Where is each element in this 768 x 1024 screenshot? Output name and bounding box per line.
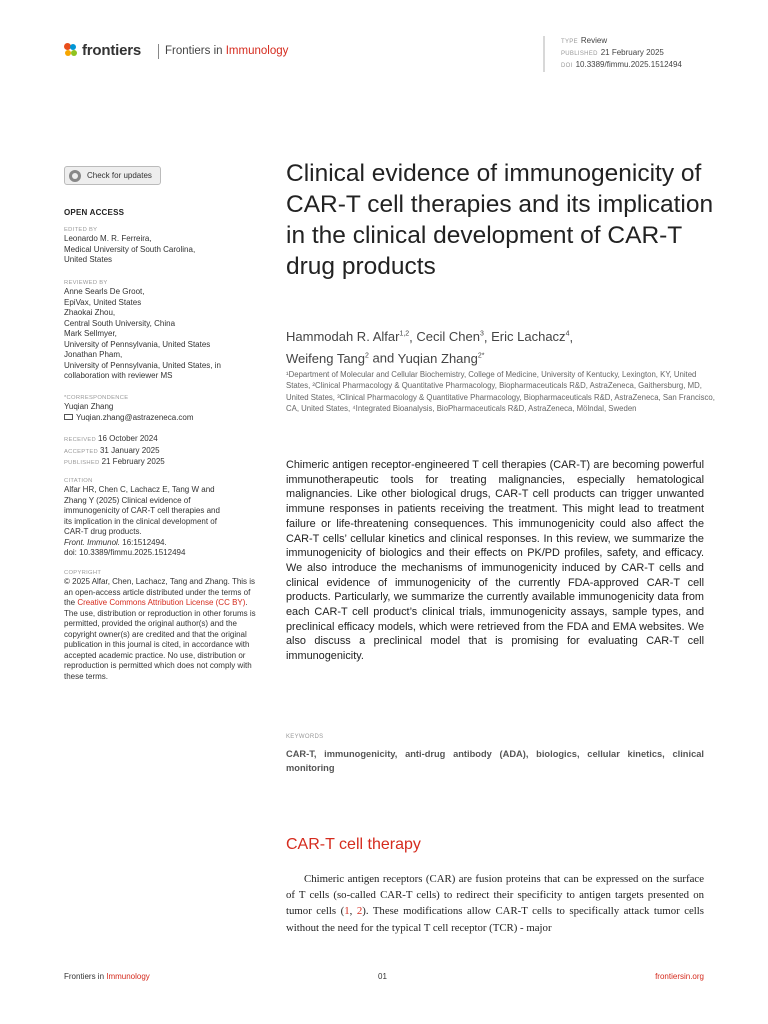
author[interactable]: Yuqian Zhang$^{2*}$ xyxy=(397,350,485,366)
refresh-icon xyxy=(69,170,81,182)
reviewed-by: REVIEWED BY Anne Searls De Groot, EpiVax, United States Zhaokai Zhou, Central South University, China Mark Sellmyer, University of Pennsylvania, United States Jonathan Pham, University of Pennsylvania, United States, in collaboration with reviewer MS xyxy=(64,280,221,380)
author-list: Hammodah R. Alfar$^{1,2}$, Cecil Chen$^3$, Eric Lachacz$^4$, Weifeng Tang$^2$ and Yuqian Zhang$^{2*}$ xyxy=(286,329,574,366)
page-number: 01 xyxy=(378,972,387,981)
author[interactable]: Weifeng Tang$^2$ xyxy=(286,350,369,366)
author[interactable]: Eric Lachacz$^4$ xyxy=(491,329,570,345)
article-type: TYPE Review xyxy=(561,36,608,45)
header-divider xyxy=(158,44,159,59)
body-paragraph: Chimeric antigen receptors (CAR) are fusion proteins that can be expressed on the surface of T cells (so-called CAR-T cells) to redirect their specificity to antigen targets presented on tumor cells (1, 2). These modifications allow CAR-T cells to specifically attack tumor cells without the need for the typical T cell receptor (TCR) - major xyxy=(286,873,704,934)
open-access-label: OPEN ACCESS xyxy=(64,208,125,217)
correspondence: *CORRESPONDENCE Yuqian Zhang Yuqian.zhang@astrazeneca.com xyxy=(64,394,254,423)
author[interactable]: Hammodah R. Alfar$^{1,2}$ xyxy=(286,329,410,345)
section-heading: CAR-T cell therapy xyxy=(286,836,421,853)
affiliations: ¹Department of Molecular and Cellular Biochemistry, College of Medicine, University of Kentucky, Lexington, KY, United States, ²Clinical Pharmacology & Quantitative Pharmacology, Biopharmaceuticals R&D, AstraZeneca, Gaithersburg, MD, United States, ³Clinical Pharmacology & Quantitative Pharmacology, Biopharmaceuticals R&D, AstraZeneca, San Francisco, CA, United States, ⁴Integrated Bioanalysis, BioPharmaceuticals R&D, AstraZeneca, Mölndal, Sweden xyxy=(286,370,715,414)
footer-site-link[interactable]: frontiersin.org xyxy=(655,972,704,981)
copyright: COPYRIGHT © 2025 Alfar, Chen, Lachacz, Tang and Zhang. This is an open-access article distributed under the terms of the Creative Commons Attribution License (CC BY). The use, distribution or reproduction in other forums is permitted, provided the original author(s) and the copyright owner(s) are credited and that the original publication in this journal is cited, in accordance with accepted academic practice. No use, distribution or reproduction is permitted which does not comply with these terms. xyxy=(64,570,256,681)
published-date: PUBLISHED 21 February 2025 xyxy=(561,48,664,57)
frontiers-logo-icon xyxy=(64,43,78,59)
frontiers-wordmark: frontiers xyxy=(82,42,142,59)
meta-divider xyxy=(543,36,545,72)
article-title: Clinical evidence of immunogenicity of CAR-T cell therapies and its implication in the clinical development of CAR-T drug products xyxy=(286,160,714,280)
envelope-icon xyxy=(64,414,73,420)
dates: RECEIVED 16 October 2024 ACCEPTED 31 January 2025 PUBLISHED 21 February 2025 xyxy=(64,434,165,466)
cc-by-license-link[interactable]: Creative Commons Attribution License (CC BY) xyxy=(77,598,246,607)
doi[interactable]: DOI 10.3389/fimmu.2025.1512494 xyxy=(561,60,682,69)
keywords-label: KEYWORDS xyxy=(286,734,324,740)
frontiers-logo[interactable] xyxy=(64,42,141,59)
reference-link[interactable]: 1 xyxy=(344,905,350,918)
citation: CITATION Alfar HR, Chen C, Lachacz E, Tang W and Zhang Y (2025) Clinical evidence of immunogenicity of CAR-T cell therapies and its implication in the clinical development of CAR-T drug products. Front. Immunol. 16:1512494. doi: 10.3389/fimmu.2025.1512494 xyxy=(64,478,220,557)
author[interactable]: Cecil Chen$^3$ xyxy=(416,329,484,345)
edited-by: EDITED BY Leonardo M. R. Ferreira, Medical University of South Carolina, United States xyxy=(64,227,196,264)
abstract: Chimeric antigen receptor-engineered T cell therapies (CAR-T) are becoming powerful immunotherapeutic tools for treating malignancies, especially hematological malignancies. Like other biological drugs, CAR-T cell products can trigger unwanted immune responses in patients receiving the treatment. This might lead to treatment failure or life-threatening consequences. This immunogenicity could also affect the CAR-T cells’ cellular kinetics and clinical responses. In this review, we summarize the immunogenicity of biologics and their effects on PK/PD profiles, safety, and efficacy. We also introduce the mechanisms of immunogenicity induced by CAR-T cells and clinical evidence of immunogenicity of the currently FDA-approved CAR-T cell products. Particularly, we summarize the currently available immunogenicity data from each CAR-T cell product’s clinical trials, immunogenicity assays, sample types, and preclinical efficacy models, which were retrieved from the FDA and EMA websites. We also discuss a preclinical model that is promising for evaluating CAR-T cell immunogenicity. xyxy=(286,459,704,663)
journal-name[interactable]: Frontiers in Immunology xyxy=(165,45,289,57)
footer-journal[interactable]: Frontiers in Immunology xyxy=(64,972,150,981)
keywords: CAR-T, immunogenicity, anti-drug antibody (ADA), biologics, cellular kinetics, clinical monitoring xyxy=(286,749,704,773)
check-for-updates-button[interactable]: Check for updates xyxy=(64,166,161,185)
correspondence-email[interactable]: Yuqian.zhang@astrazeneca.com xyxy=(64,413,254,424)
reference-link[interactable]: 2 xyxy=(356,905,363,918)
